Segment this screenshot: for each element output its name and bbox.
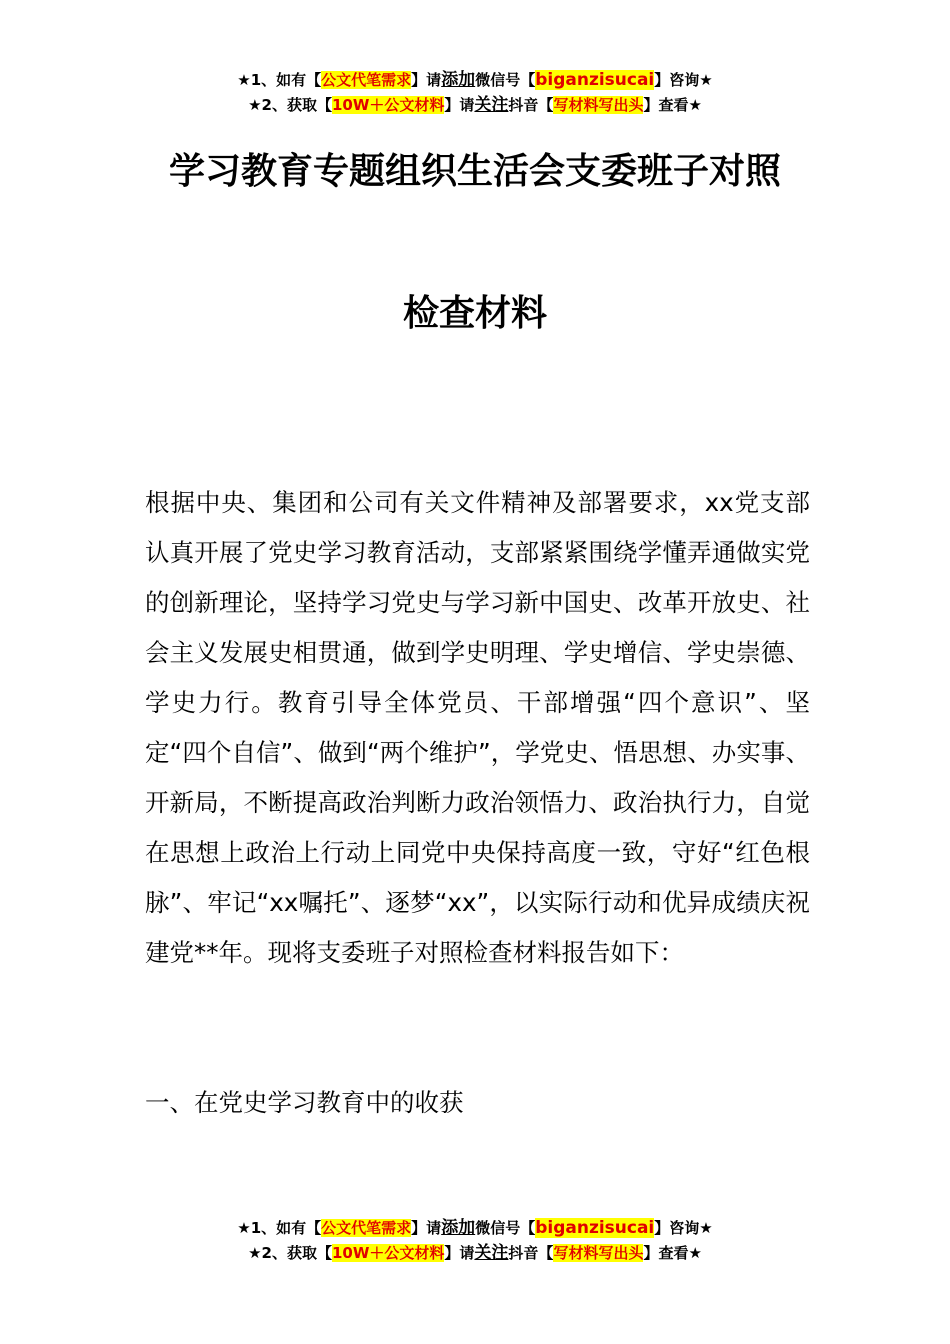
- banner-text: ★1、如有【: [237, 71, 322, 89]
- banner-underline: 关注: [474, 95, 509, 115]
- banner-line-1: [0, 68, 950, 93]
- banner-text: 】请: [411, 71, 442, 89]
- banner-highlight: 写材料写出头: [553, 96, 644, 114]
- banner-text: 】请: [444, 96, 475, 114]
- banner-line-2: [0, 1241, 950, 1266]
- banner-text: 抖音【: [508, 96, 554, 114]
- banner-highlight: 写材料写出头: [553, 1244, 644, 1262]
- banner-text: 】咨询★: [654, 1219, 713, 1237]
- intro-paragraph: 根据中央、集团和公司有关文件精神及部署要求，xx党支部认真开展了党史学习教育活动，支部紧紧围绕学懂弄通做实党的创新理论，坚持学习党史与学习新中国史、改革开放史、社会主义发展史相贯通，做到学史明理、学史增信、学史崇德、学史力行。教育引导全体党员、干部增强“四个意识”、坚定“四个自信”、做到“两个维护”，学党史、悟思想、办实事、开新局，不断提高政治判断力政治领悟力、政治执行力，自觉在思想上政治上行动上同党中央保持高度一致，守好“红色根脉”、牢记“xx嘱托”、逐梦“xx”，以实际行动和优异成绩庆祝建党**年。现将支委班子对照检查材料报告如下：: [145, 488, 810, 967]
- banner-underline: 关注: [474, 1243, 509, 1263]
- banner-text: 微信号【: [475, 1219, 536, 1237]
- banner-text: 微信号【: [475, 71, 536, 89]
- banner-highlight: 公文代笔需求: [321, 71, 412, 89]
- banner-line-1: [0, 1216, 950, 1241]
- banner-line-2: [0, 93, 950, 118]
- banner-highlight: 公文代笔需求: [321, 1219, 412, 1237]
- banner-underline: 添加: [441, 70, 476, 90]
- banner-underline: 添加: [441, 1218, 476, 1238]
- document-title-line-2: 检查材料: [402, 293, 547, 334]
- banner-text: ★2、获取【: [248, 96, 332, 114]
- banner-text: 】请: [411, 1219, 442, 1237]
- banner-text: 】咨询★: [654, 71, 713, 89]
- document-title-line-1: 学习教育专题组织生活会支委班子对照: [168, 151, 781, 192]
- banner-highlight: biganzisucai: [535, 70, 655, 90]
- banner-text: 】查看★: [643, 96, 702, 114]
- section-heading-1: 一、在党史学习教育中的收获: [145, 1088, 464, 1117]
- footer-banner: [0, 1216, 950, 1266]
- banner-text: ★2、获取【: [248, 1244, 332, 1262]
- banner-text: ★1、如有【: [237, 1219, 322, 1237]
- banner-highlight: 10W＋公文材料: [331, 1244, 445, 1262]
- banner-text: 】请: [444, 1244, 475, 1262]
- banner-text: 】查看★: [643, 1244, 702, 1262]
- banner-text: 抖音【: [508, 1244, 554, 1262]
- banner-highlight: 10W＋公文材料: [331, 96, 445, 114]
- header-banner: [0, 68, 950, 118]
- banner-highlight: biganzisucai: [535, 1218, 655, 1238]
